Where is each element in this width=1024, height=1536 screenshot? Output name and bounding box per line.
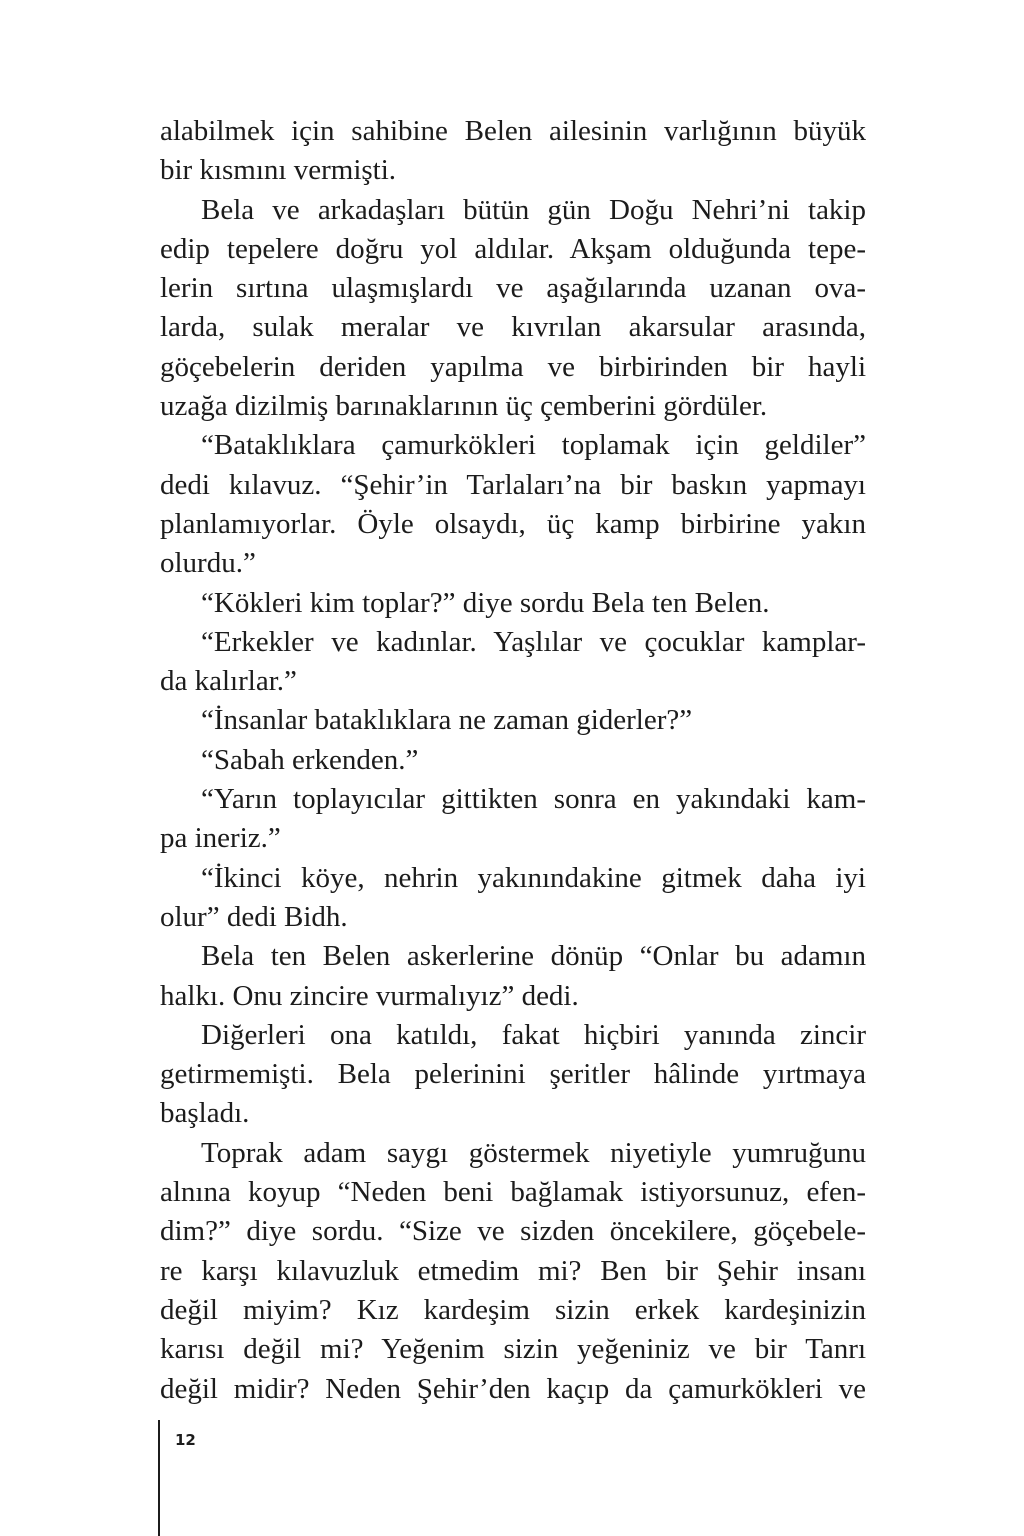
- paragraph: [160, 741, 866, 780]
- text-line: başladı.: [160, 1097, 250, 1130]
- paragraph: [160, 112, 866, 191]
- text-line: da kalırlar.”: [160, 665, 297, 698]
- text-line: olur” dedi Bidh.: [160, 900, 348, 933]
- text-line: alabilmek için sahibine Belen ailesinin varlığının büyük: [160, 115, 866, 147]
- text-line: Diğerleri ona katıldı, fakat hiçbiri yanında zincir: [201, 1018, 866, 1051]
- text-line: değil midir? Neden Şehir’den kaçıp da çamurkökleri ve: [160, 1372, 866, 1405]
- paragraph: [160, 1134, 866, 1409]
- text-line: “Kökleri kim toplar?” diye sordu Bela ten Belen.: [201, 586, 770, 619]
- text-line: planlamıyorlar. Öyle olsaydı, üç kamp birbirine yakın: [160, 507, 866, 540]
- text-line: edip tepelere doğru yol aldılar. Akşam olduğunda tepe-: [160, 232, 866, 265]
- text-line: göçebelerin deriden yapılma ve birbirinden bir hayli: [160, 350, 866, 383]
- body-text: [160, 112, 866, 1409]
- text-line: Bela ten Belen askerlerine dönüp “Onlar bu adamın: [201, 940, 866, 973]
- text-line: dim?” diye sordu. “Size ve sizden öncekilere, göçebele-: [160, 1215, 866, 1248]
- paragraph: [160, 426, 866, 583]
- text-line: değil miyim? Kız kardeşim sizin erkek kardeşinizin: [160, 1293, 866, 1326]
- text-line: karısı değil mi? Yeğenim sizin yeğeniniz ve bir Tanrı: [160, 1333, 866, 1366]
- paragraph: [160, 780, 866, 859]
- text-line: pa ineriz.”: [160, 822, 281, 855]
- text-line: dedi kılavuz. “Şehir’in Tarlaları’na bir baskın yapmayı: [160, 468, 866, 501]
- text-line: “İkinci köye, nehrin yakınındakine gitmek daha iyi: [201, 861, 866, 894]
- text-line: olurdu.”: [160, 547, 256, 580]
- text-line: Bela ve arkadaşları bütün gün Doğu Nehri’ni takip: [201, 193, 866, 226]
- page-number: 12: [175, 1431, 196, 1449]
- text-line: lerin sırtına ulaşmışlardı ve aşağılarında uzanan ova-: [160, 272, 866, 305]
- text-line: larda, sulak meralar ve kıvrılan akarsular arasında,: [160, 311, 866, 344]
- paragraph: [160, 701, 866, 740]
- text-line: halkı. Onu zincire vurmalıyız” dedi.: [160, 979, 579, 1012]
- text-line: “Erkekler ve kadınlar. Yaşlılar ve çocuklar kamplar-: [201, 625, 866, 658]
- paragraph: [160, 937, 866, 1016]
- text-line: “Bataklıklara çamurkökleri toplamak için geldiler”: [201, 429, 866, 462]
- paragraph: [160, 584, 866, 623]
- paragraph: [160, 623, 866, 702]
- text-line: “Yarın toplayıcılar gittikten sonra en yakındaki kam-: [201, 783, 866, 816]
- text-line: getirmemişti. Bela pelerinini şeritler hâlinde yırtmaya: [160, 1058, 866, 1091]
- paragraph: [160, 859, 866, 938]
- text-line: alnına koyup “Neden beni bağlamak istiyorsunuz, efen-: [160, 1176, 866, 1209]
- text-line: “İnsanlar bataklıklara ne zaman giderler?”: [201, 704, 693, 737]
- text-line: bir kısmını vermişti.: [160, 154, 397, 187]
- text-line: re karşı kılavuzluk etmedim mi? Ben bir Şehir insanı: [160, 1254, 866, 1287]
- paragraph: [160, 1016, 866, 1134]
- text-line: uzağa dizilmiş barınaklarının üç çemberini gördüler.: [160, 390, 768, 423]
- paragraph: [160, 191, 866, 427]
- text-line: “Sabah erkenden.”: [201, 743, 419, 776]
- text-line: Toprak adam saygı göstermek niyetiyle yumruğunu: [201, 1136, 866, 1169]
- folio-rule: [158, 1420, 160, 1536]
